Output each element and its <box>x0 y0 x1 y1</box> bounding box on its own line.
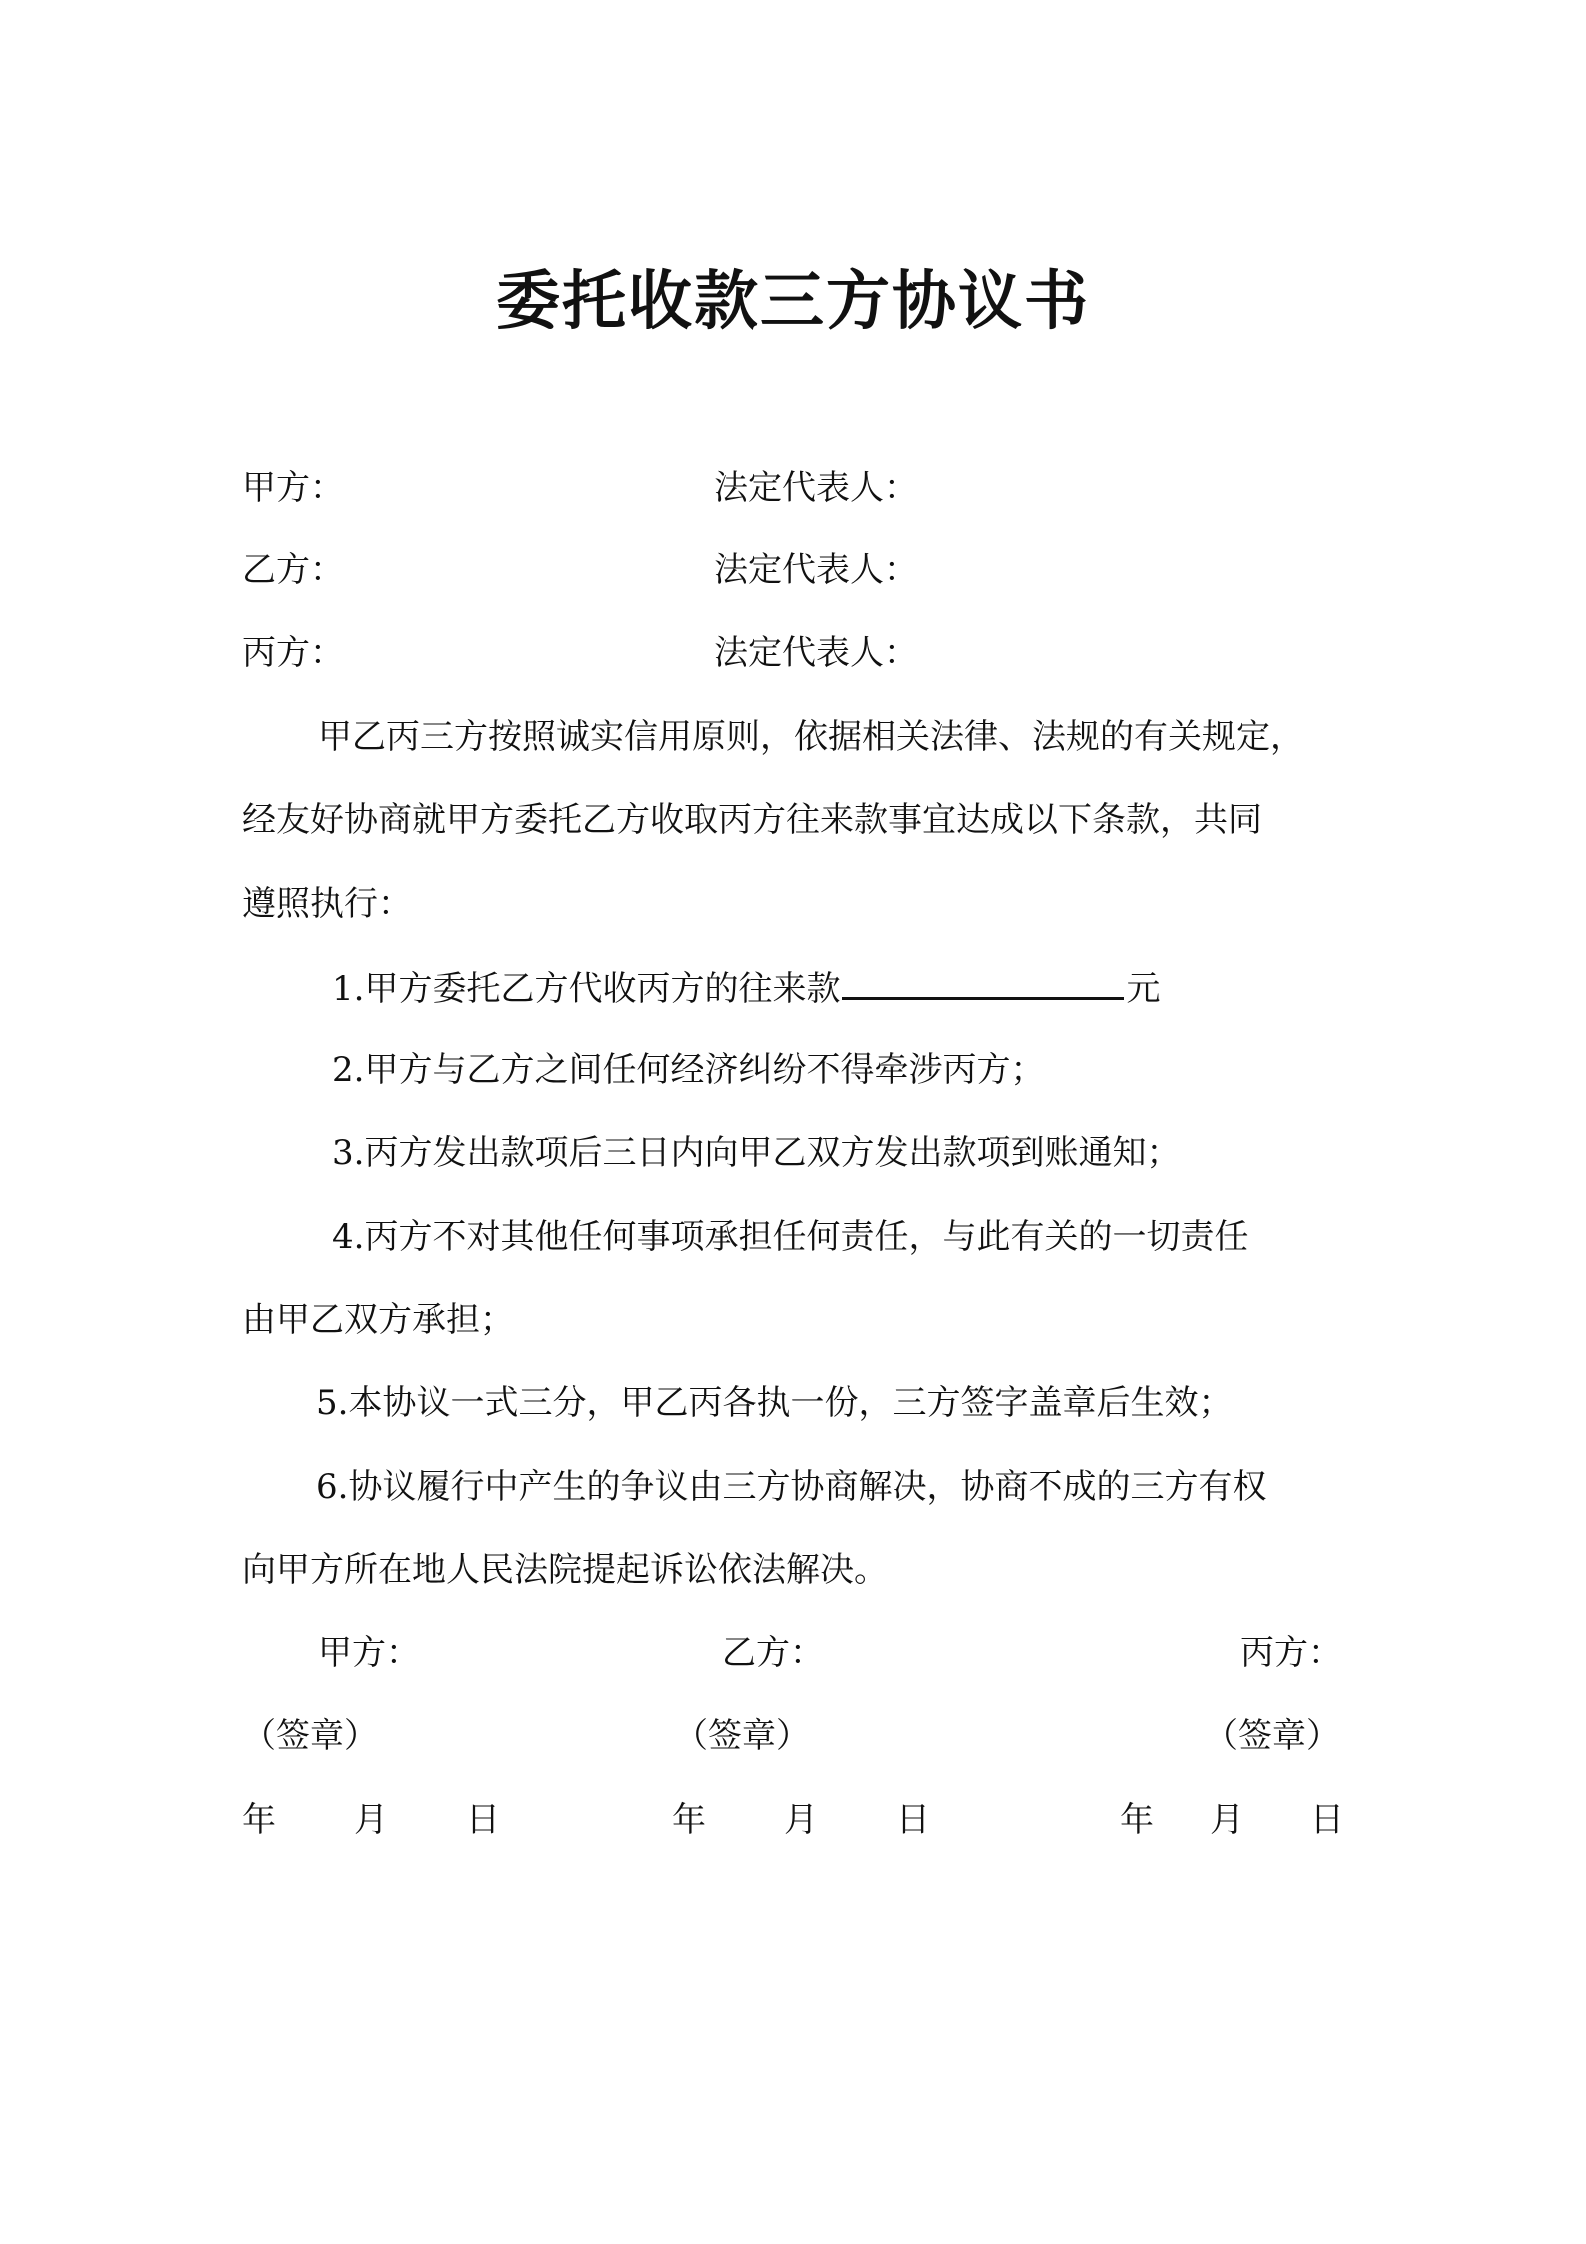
signature-party-c: 丙方： <box>1240 1633 1342 1673</box>
clause-1-text: 1.甲方委托乙方代收丙方的往来款 <box>332 969 841 1009</box>
clause-1-unit: 元 <box>1126 969 1161 1009</box>
document-title: 委托收款三方协议书 <box>496 264 1090 339</box>
clause-2: 2.甲方与乙方之间任何经济纠纷不得牵涉丙方； <box>332 1050 1045 1090</box>
date-b-year: 年 <box>672 1800 706 1840</box>
intro-line-2: 经友好协商就甲方委托乙方收取丙方往来款事宜达成以下条款，共同 <box>242 800 1262 840</box>
seal-party-b: （签章） <box>674 1716 810 1756</box>
date-b-month: 月 <box>784 1800 818 1840</box>
intro-line-1: 甲乙丙三方按照诚实信用原则，依据相关法律、法规的有关规定， <box>318 717 1304 757</box>
party-c-label: 丙方： <box>242 633 344 673</box>
clause-4-line-1: 4.丙方不对其他任何事项承担任何责任，与此有关的一切责任 <box>332 1217 1249 1257</box>
signature-party-a: 甲方： <box>318 1633 420 1673</box>
clause-5: 5.本协议一式三分，甲乙丙各执一份，三方签字盖章后生效； <box>316 1383 1233 1423</box>
party-b-representative-label: 法定代表人： <box>714 550 918 590</box>
party-a-label: 甲方： <box>242 468 344 508</box>
party-c-representative-label: 法定代表人： <box>714 633 918 673</box>
date-c-year: 年 <box>1120 1800 1154 1840</box>
intro-line-3: 遵照执行： <box>242 884 412 924</box>
amount-blank-field[interactable] <box>842 967 1124 1000</box>
seal-party-c: （签章） <box>1204 1716 1340 1756</box>
clause-4-line-2: 由甲乙双方承担； <box>242 1300 514 1340</box>
date-c-month: 月 <box>1210 1800 1244 1840</box>
date-a-year: 年 <box>242 1800 276 1840</box>
date-a-month: 月 <box>354 1800 388 1840</box>
party-a-representative-label: 法定代表人： <box>714 468 918 508</box>
clause-6-line-1: 6.协议履行中产生的争议由三方协商解决，协商不成的三方有权 <box>316 1467 1267 1507</box>
party-b-label: 乙方： <box>242 550 344 590</box>
date-c-day: 日 <box>1310 1800 1344 1840</box>
seal-party-a: （签章） <box>242 1716 378 1756</box>
clause-3: 3.丙方发出款项后三日内向甲乙双方发出款项到账通知； <box>332 1133 1181 1173</box>
clause-1 <box>332 967 1160 1009</box>
date-a-day: 日 <box>466 1800 500 1840</box>
clause-6-line-2: 向甲方所在地人民法院提起诉讼依法解决。 <box>242 1550 888 1590</box>
signature-party-b: 乙方： <box>722 1633 824 1673</box>
date-b-day: 日 <box>896 1800 930 1840</box>
